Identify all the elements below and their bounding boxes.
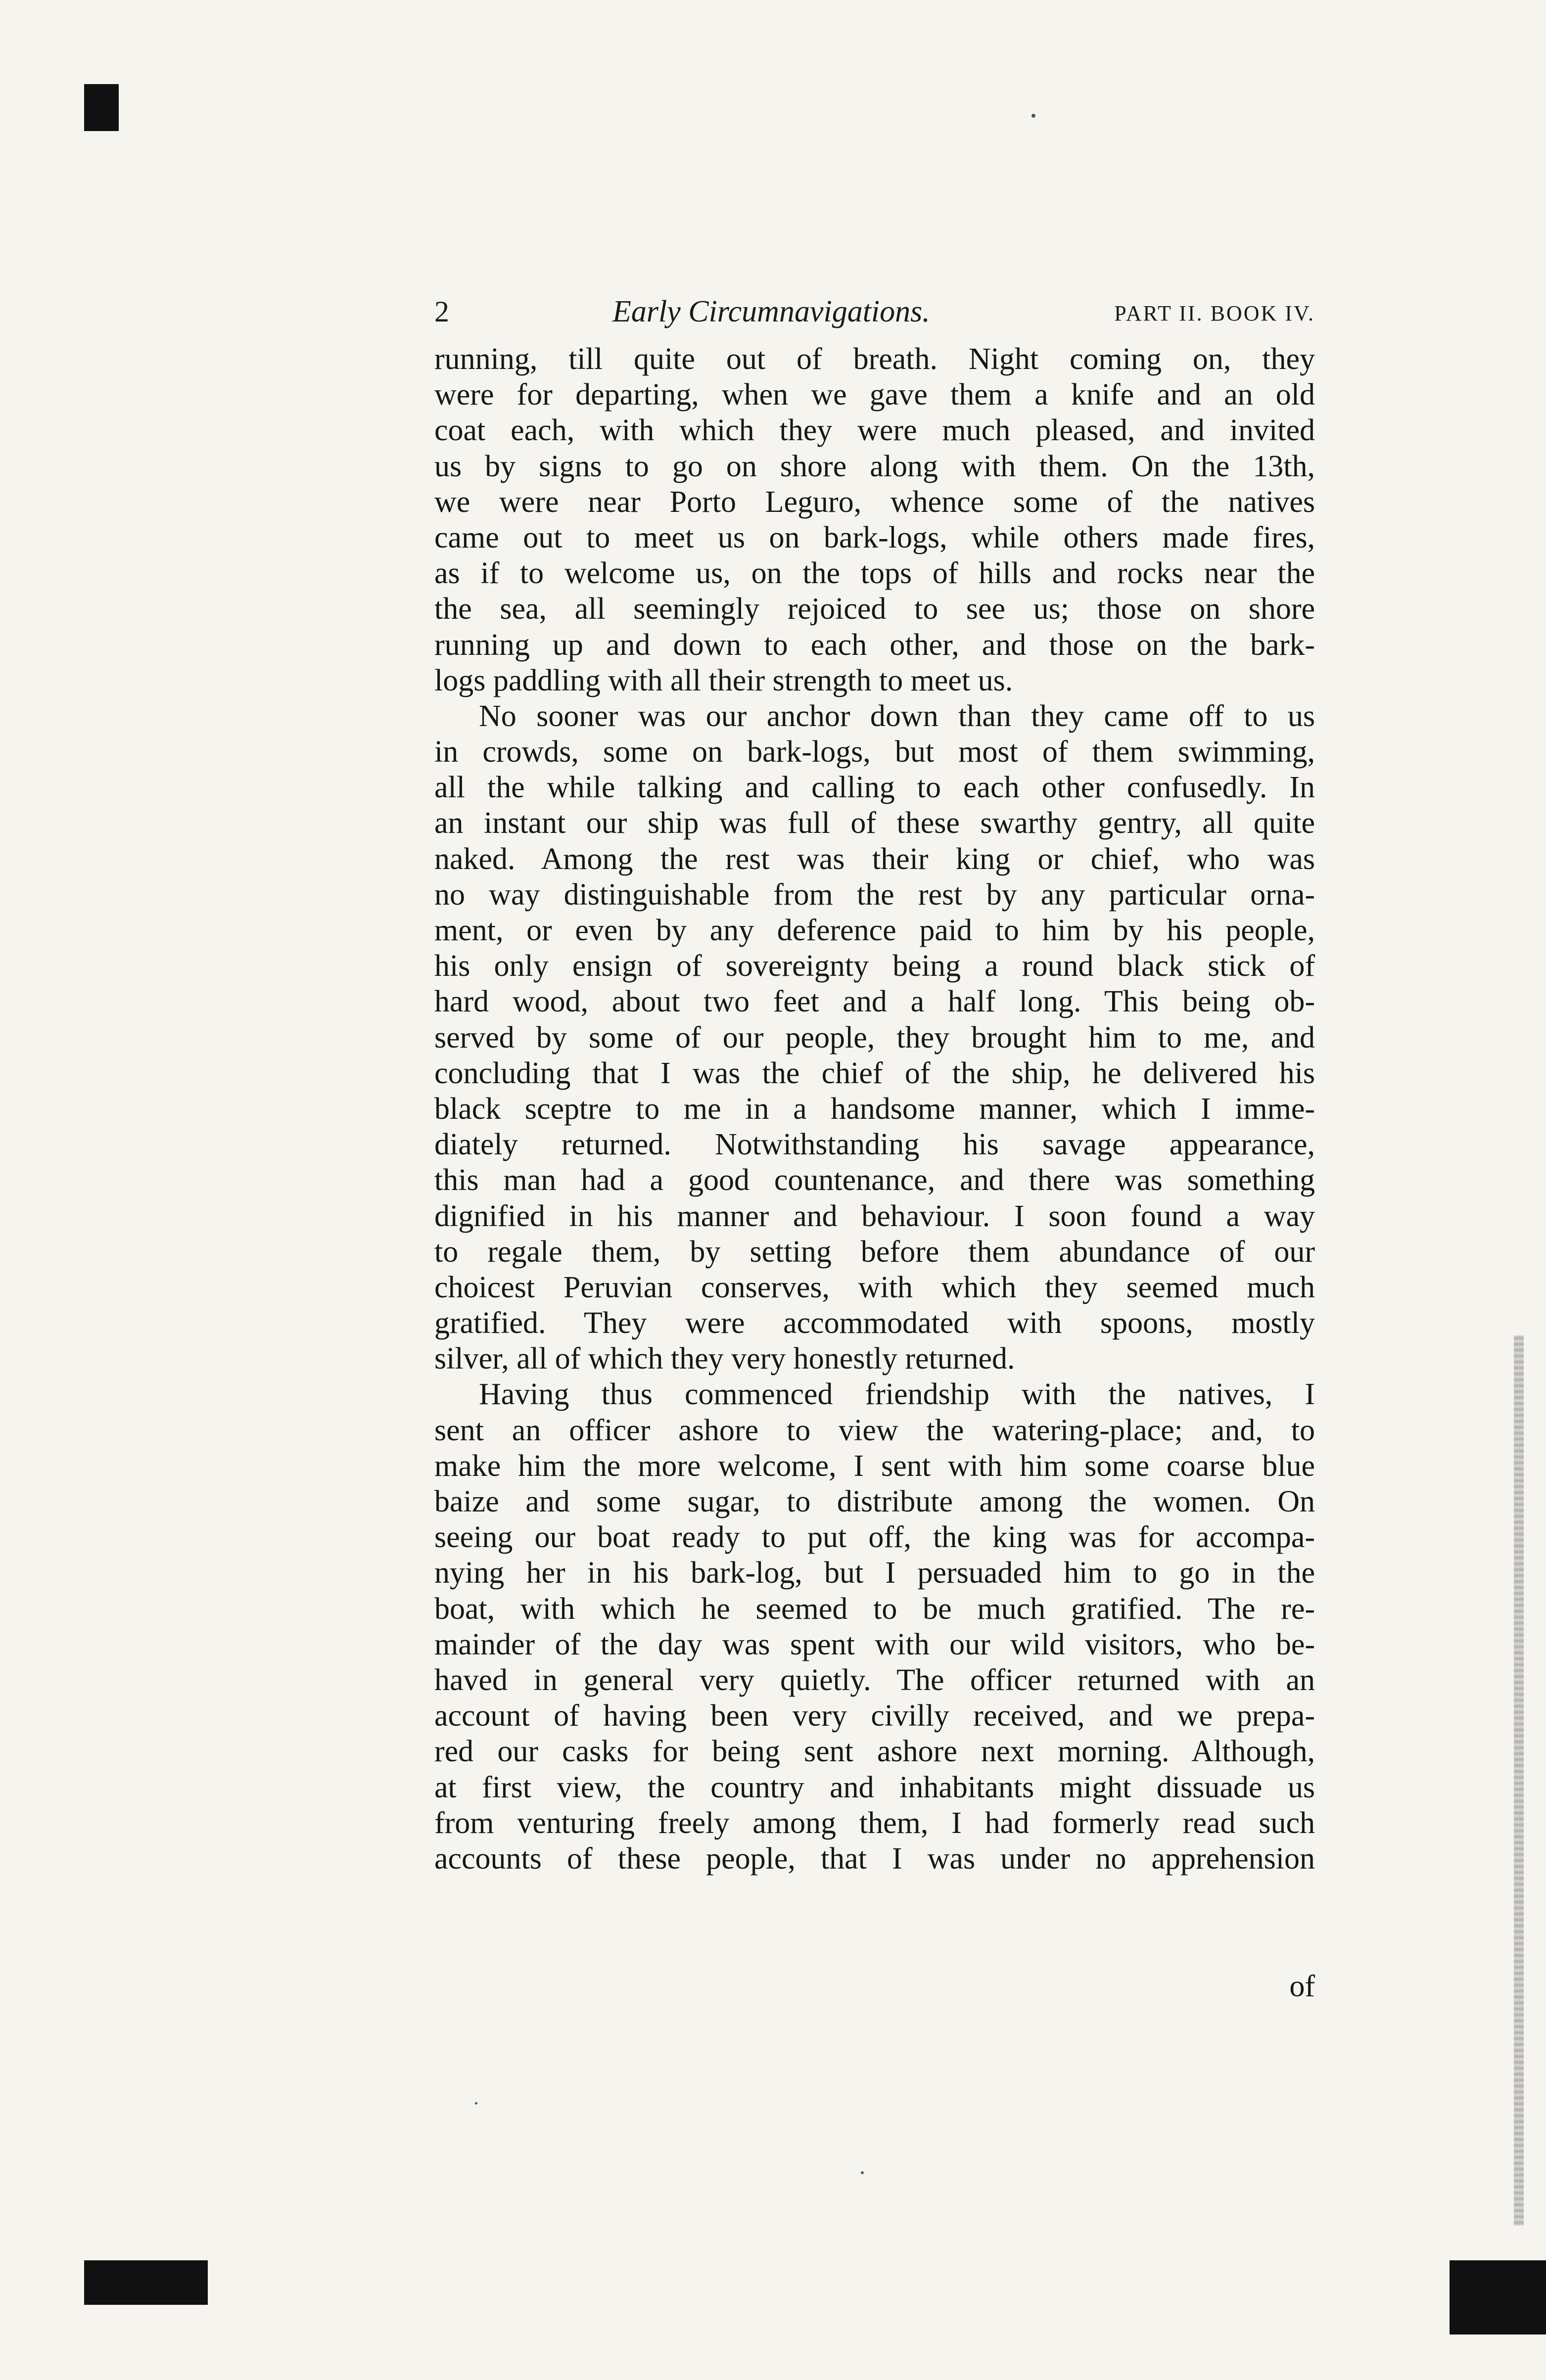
text-line: make him the more welcome, I sent with him some coarse blue <box>434 1449 1315 1483</box>
text-line: seeing our boat ready to put off, the king was for accompa- <box>434 1520 1315 1555</box>
text-line: his only ensign of sovereignty being a round black stick of <box>434 949 1315 983</box>
text-line: No sooner was our anchor down than they came off to us <box>479 699 1315 733</box>
text-line: nying her in his bark-log, but I persuaded him to go in the <box>434 1556 1315 1590</box>
text-line: all the while talking and calling to each other confusedly. In <box>434 771 1315 805</box>
body-text <box>434 341 1315 1877</box>
text-line: the sea, all seemingly rejoiced to see us; those on shore <box>434 592 1315 626</box>
scan-speck <box>475 2102 477 2105</box>
text-line: mainder of the day was spent with our wild visitors, who be- <box>434 1627 1315 1661</box>
text-line: running, till quite out of breath. Night coming on, they <box>434 342 1315 376</box>
scan-speck <box>1031 114 1035 118</box>
part-book-label: PART II. BOOK IV. <box>1114 301 1315 325</box>
text-line: sent an officer ashore to view the watering-place; and, to <box>434 1413 1315 1447</box>
text-line: us by signs to go on shore along with them. On the 13th, <box>434 449 1315 483</box>
running-title: Early Circumnavigations. <box>612 295 930 328</box>
book-spine-shadow <box>1514 1335 1524 2226</box>
text-line: as if to welcome us, on the tops of hills and rocks near the <box>434 556 1315 591</box>
scan-edge-mark <box>1450 2260 1546 2334</box>
text-line: an instant our ship was full of these swarthy gentry, all quite <box>434 806 1315 840</box>
text-line: accounts of these people, that I was under no apprehension <box>434 1841 1315 1876</box>
text-line: came out to meet us on bark-logs, while others made fires, <box>434 520 1315 554</box>
text-line: haved in general very quietly. The officer returned with an <box>434 1663 1315 1697</box>
text-line: concluding that I was the chief of the ship, he delivered his <box>434 1056 1315 1090</box>
text-line: to regale them, by setting before them abundance of our <box>434 1235 1315 1269</box>
page-number: 2 <box>434 295 449 328</box>
text-line: hard wood, about two feet and a half long. This being ob- <box>434 985 1315 1019</box>
text-line: no way distinguishable from the rest by any particular orna- <box>434 877 1315 912</box>
catchword: of <box>1289 1969 1315 2003</box>
text-line: Having thus commenced friendship with the natives, I <box>479 1377 1315 1412</box>
text-line: this man had a good countenance, and there was something <box>434 1163 1315 1197</box>
text-line: account of having been very civilly received, and we prepa- <box>434 1699 1315 1733</box>
text-line: ment, or even by any deference paid to him by his people, <box>434 914 1315 947</box>
text-line: boat, with which he seemed to be much gratified. The re- <box>434 1592 1315 1626</box>
text-line: served by some of our people, they brought him to me, and <box>434 1020 1315 1054</box>
text-line: coat each, with which they were much pleased, and invited <box>434 413 1315 448</box>
text-line: diately returned. Notwithstanding his savage appearance, <box>434 1128 1315 1162</box>
text-line: naked. Among the rest was their king or chief, who was <box>434 842 1315 876</box>
text-line: choicest Peruvian conserves, with which they seemed much <box>434 1270 1315 1304</box>
text-line: from venturing freely among them, I had formerly read such <box>434 1806 1315 1840</box>
running-header <box>434 292 1315 331</box>
text-line: running up and down to each other, and those on the bark- <box>434 628 1315 662</box>
text-line: red our casks for being sent ashore next morning. Although, <box>434 1735 1315 1769</box>
text-line: in crowds, some on bark-logs, but most of them swimming, <box>434 735 1315 769</box>
text-line: we were near Porto Leguro, whence some of the natives <box>434 485 1315 519</box>
text-line: dignified in his manner and behaviour. I soon found a way <box>434 1199 1315 1233</box>
scan-edge-mark <box>84 84 119 131</box>
text-line: gratified. They were accommodated with spoons, mostly <box>434 1306 1315 1340</box>
scan-speck <box>861 2171 864 2174</box>
text-line: were for departing, when we gave them a knife and an old <box>434 378 1315 412</box>
text-line: at first view, the country and inhabitants might dissuade us <box>434 1770 1315 1804</box>
text-line: baize and some sugar, to distribute among the women. On <box>434 1485 1315 1518</box>
text-line: logs paddling with all their strength to meet us. <box>434 663 1013 697</box>
scan-edge-mark <box>84 2260 208 2305</box>
text-line: silver, all of which they very honestly returned. <box>434 1342 1015 1376</box>
text-line: black sceptre to me in a handsome manner, which I imme- <box>434 1092 1315 1126</box>
